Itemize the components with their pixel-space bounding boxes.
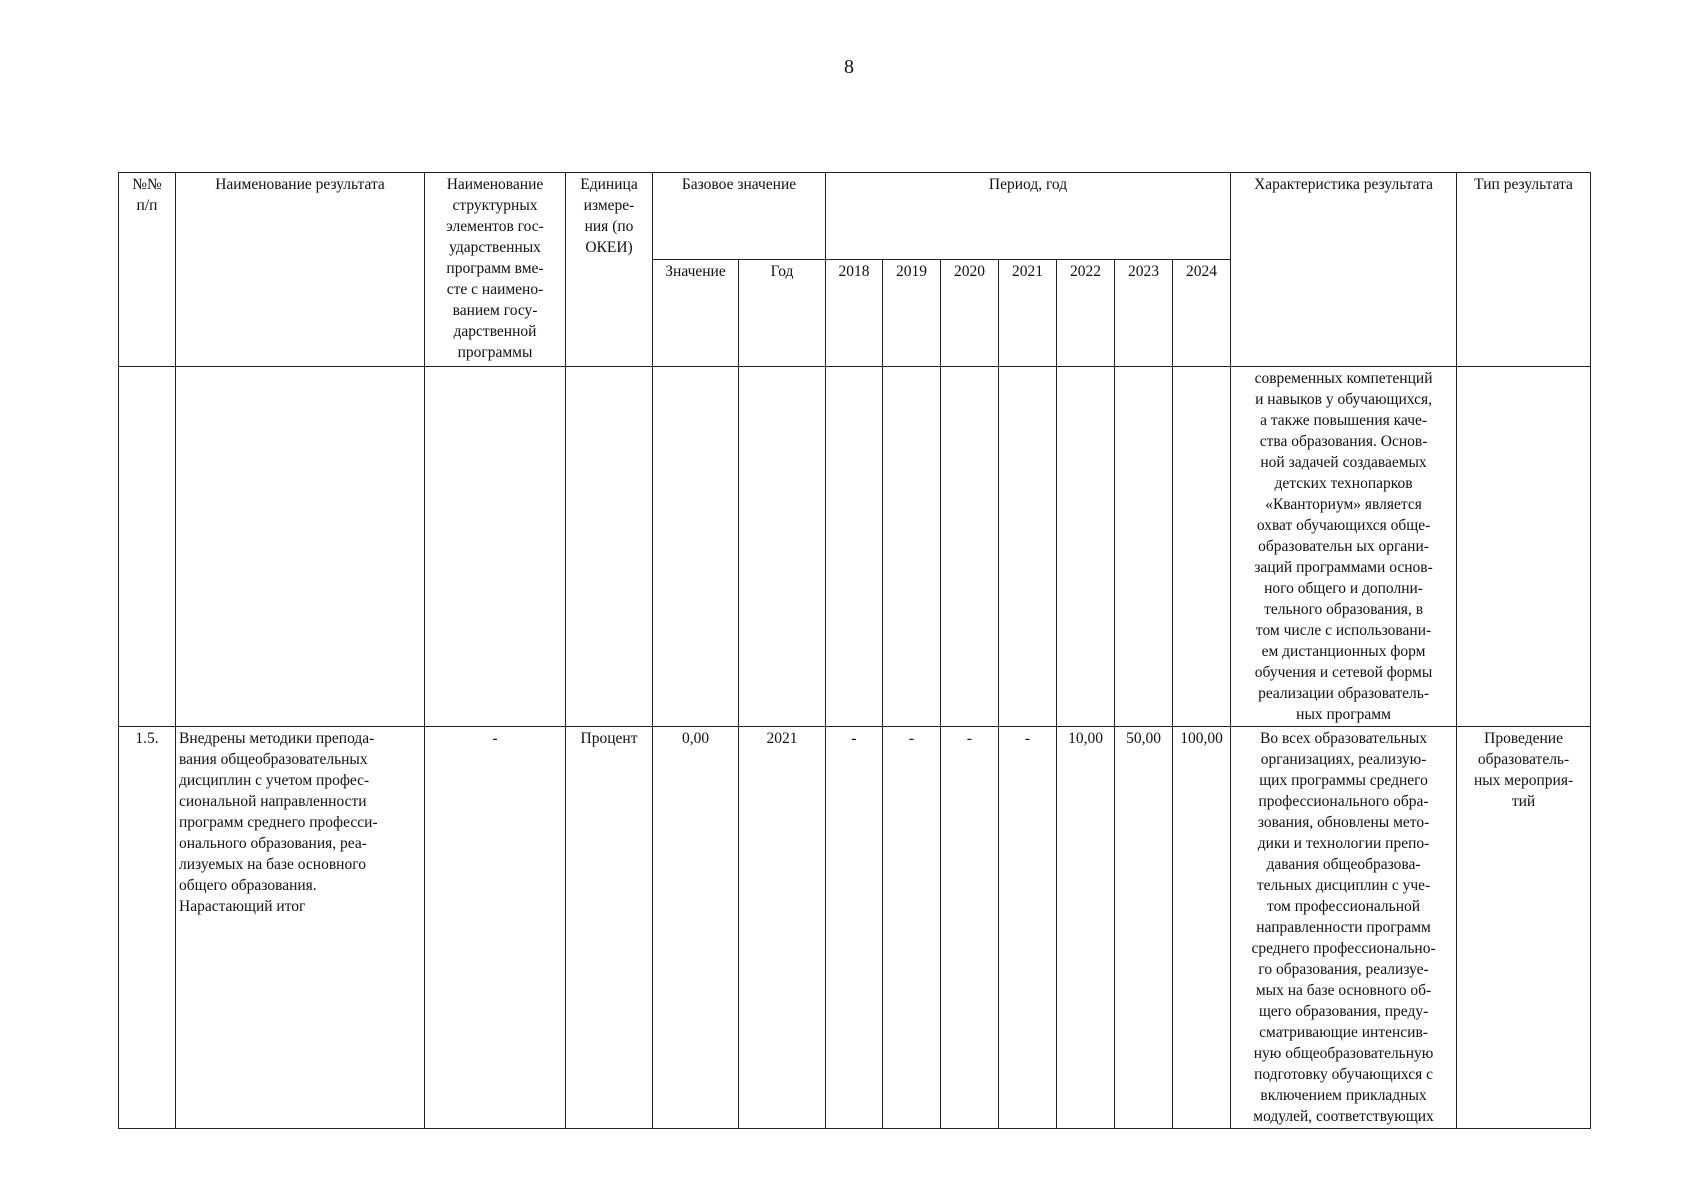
cell-base-value: 0,00 — [653, 727, 739, 1129]
cell-year-2019: - — [883, 727, 941, 1129]
cell-year-2020: - — [941, 727, 999, 1129]
header-struct-elements: Наименование структурных элементов гос- ударственных программ вме- сте с наимено- ванием госу- дарственной программы — [425, 173, 566, 367]
header-year-2022: 2022 — [1057, 260, 1115, 367]
cell-year-2019 — [883, 367, 941, 727]
header-period: Период, год — [826, 173, 1231, 260]
cell-year-2022: 10,00 — [1057, 727, 1115, 1129]
cell-year-2021 — [999, 367, 1057, 727]
header-result-name: Наименование результата — [176, 173, 425, 367]
cell-base-year — [739, 367, 826, 727]
cell-num — [119, 367, 176, 727]
header-characteristic: Характеристика результата — [1231, 173, 1457, 367]
cell-result-name — [176, 367, 425, 727]
header-base-value-value: Значение — [653, 260, 739, 367]
header-year-2021: 2021 — [999, 260, 1057, 367]
header-num: №№ п/п — [119, 173, 176, 367]
cell-unit — [566, 367, 653, 727]
header-year-2023: 2023 — [1115, 260, 1173, 367]
results-table — [118, 172, 1591, 1129]
cell-num: 1.5. — [119, 727, 176, 1129]
cell-characteristic: Во всех образовательных организациях, реализую- щих программы среднего профессионального обра- зования, обновлены мето- дики и технологии препо- давания общеобразова- тельных дисциплин с уче- том профессиональной направленности программ среднего профессионально- го образования, реализуе- мых на базе основного об- щего образования, преду- сматривающие интенсив- ную общеобразовательную подготовку обучающихся с включением прикладных модулей, соответствующих — [1231, 727, 1457, 1129]
header-year-2024: 2024 — [1173, 260, 1231, 367]
header-result-type: Тип результата — [1457, 173, 1591, 367]
cell-base-value — [653, 367, 739, 727]
cell-year-2018 — [826, 367, 883, 727]
cell-result-type: Проведение образователь- ных мероприя- тий — [1457, 727, 1591, 1129]
table-row — [119, 727, 1591, 1129]
header-year-2018: 2018 — [826, 260, 883, 367]
header-year-2020: 2020 — [941, 260, 999, 367]
cell-struct-elements — [425, 367, 566, 727]
header-base-value: Базовое значение — [653, 173, 826, 260]
cell-year-2023 — [1115, 367, 1173, 727]
header-unit: Единица измере- ния (по ОКЕИ) — [566, 173, 653, 367]
cell-result-type — [1457, 367, 1591, 727]
cell-year-2023: 50,00 — [1115, 727, 1173, 1129]
cell-struct-elements: - — [425, 727, 566, 1129]
cell-result-name: Внедрены методики препода- вания общеобразовательных дисциплин с учетом профес- сиональной направленности программ среднего професси- онального образования, реа- лизуемых на базе основного общего образования. Нарастающий итог — [176, 727, 425, 1129]
cell-year-2024 — [1173, 367, 1231, 727]
cell-characteristic: современных компетенций и навыков у обучающихся, а также повышения каче- ства образования. Основ- ной задачей создаваемых детских технопарков «Кванториум» является охват обучающихся обще- образовательн ых органи- заций программами основ- ного общего и дополни- тельного образования, в том числе с использовани- ем дистанционных форм обучения и сетевой формы реализации образователь- ных программ — [1231, 367, 1457, 727]
page-number: 8 — [844, 56, 854, 78]
cell-year-2021: - — [999, 727, 1057, 1129]
header-row-top — [119, 173, 1591, 260]
cell-year-2018: - — [826, 727, 883, 1129]
table-row — [119, 367, 1591, 727]
cell-year-2024: 100,00 — [1173, 727, 1231, 1129]
header-year-2019: 2019 — [883, 260, 941, 367]
header-base-value-year: Год — [739, 260, 826, 367]
cell-unit: Процент — [566, 727, 653, 1129]
cell-year-2022 — [1057, 367, 1115, 727]
cell-base-year: 2021 — [739, 727, 826, 1129]
cell-year-2020 — [941, 367, 999, 727]
